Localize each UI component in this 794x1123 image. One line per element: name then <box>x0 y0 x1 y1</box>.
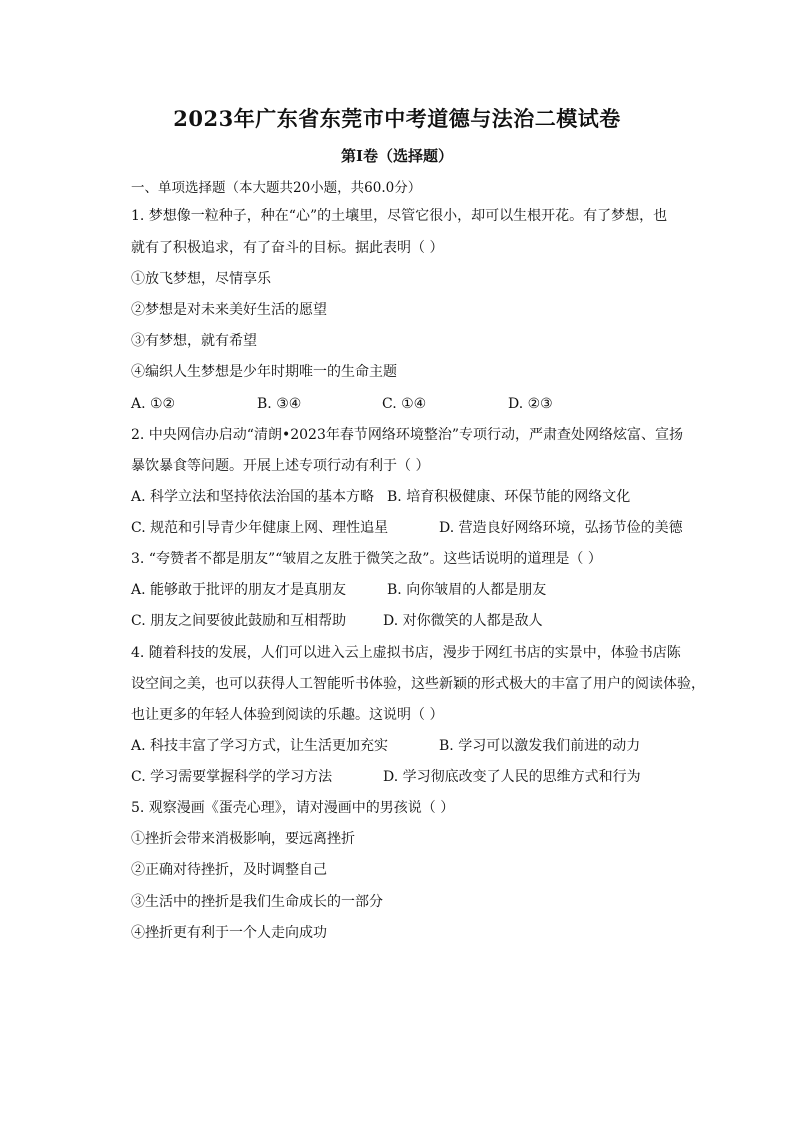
question-5-line-1: 5. 观察漫画《蛋壳心理》，请对漫画中的男孩说（ ） <box>131 800 455 816</box>
question-4-option-b: B. 学习可以激发我们前进的动力 <box>439 738 641 754</box>
question-1-item-4: ④编织人生梦想是少年时期唯一的生命主题 <box>131 364 397 380</box>
exam-title: 2023年广东省东莞市中考道德与法治二模试卷 <box>173 106 621 131</box>
question-1-item-3: ③有梦想，就有希望 <box>131 333 257 349</box>
question-3-option-c: C. 朋友之间要彼此鼓励和互相帮助 <box>131 613 347 629</box>
question-5-item-3: ③生活中的挫折是我们生命成长的一部分 <box>131 894 383 910</box>
question-1-option-b: B. ③④ <box>257 396 302 412</box>
section-heading: 一、单项选择题（本大题共20小题，共60.0分） <box>131 180 422 196</box>
question-2-line-2: 暴饮暴食等问题。开展上述专项行动有利于（ ） <box>131 458 430 474</box>
question-2-option-b: B. 培育积极健康、环保节能的网络文化 <box>387 489 631 505</box>
question-5-item-2: ②正确对待挫折，及时调整自己 <box>131 862 327 878</box>
question-1-item-1: ①放飞梦想，尽情享乐 <box>131 271 271 287</box>
question-2-option-c: C. 规范和引导青少年健康上网、理性追星 <box>131 520 389 536</box>
question-4-line-1: 4. 随着科技的发展，人们可以进入云上虚拟书店，漫步于网红书店的实景中，体验书店陈 <box>131 645 681 661</box>
question-3-option-a: A. 能够敢于批评的朋友才是真朋友 <box>131 582 347 598</box>
volume-title: 第I卷（选择题） <box>340 147 454 165</box>
question-5-item-1: ①挫折会带来消极影响，要远离挫折 <box>131 831 355 847</box>
question-2-option-d: D. 营造良好网络环境，弘扬节俭的美德 <box>439 520 683 536</box>
question-2-line-1: 2. 中央网信办启动“清朗•2023年春节网络环境整治”专项行动，严肃查处网络炫富、宣扬 <box>131 427 684 443</box>
question-5-item-4: ④挫折更有利于一个人走向成功 <box>131 925 327 941</box>
question-4-line-3: 也让更多的年轻人体验到阅读的乐趣。这说明（ ） <box>131 707 444 723</box>
question-4-line-2: 设空间之美，也可以获得人工智能听书体验，这些新颖的形式极大的丰富了用户的阅读体验， <box>131 676 705 692</box>
question-3-option-b: B. 向你皱眉的人都是朋友 <box>387 582 547 598</box>
question-1-option-c: C. ①④ <box>382 396 427 412</box>
question-3-line-1: 3. “夸赞者不都是朋友”“皱眉之友胜于微笑之敌”。这些话说明的道理是（ ） <box>131 551 602 567</box>
question-1-option-d: D. ②③ <box>508 396 553 412</box>
question-2-option-a: A. 科学立法和坚持依法治国的基本方略 <box>131 489 375 505</box>
question-3-option-d: D. 对你微笑的人都是敌人 <box>383 613 543 629</box>
question-1-option-a: A. ①② <box>131 396 176 412</box>
question-1-item-2: ②梦想是对未来美好生活的愿望 <box>131 302 327 318</box>
question-4-option-d: D. 学习彻底改变了人民的思维方式和行为 <box>383 769 641 785</box>
question-4-option-a: A. 科技丰富了学习方式，让生活更加充实 <box>131 738 389 754</box>
question-1-line-1: 1. 梦想像一粒种子，种在“心”的土壤里，尽管它很小，却可以生根开花。有了梦想，也 <box>131 208 668 224</box>
question-4-option-c: C. 学习需要掌握科学的学习方法 <box>131 769 333 785</box>
question-1-line-2: 就有了积极追求，有了奋斗的目标。据此表明（ ） <box>131 240 444 256</box>
